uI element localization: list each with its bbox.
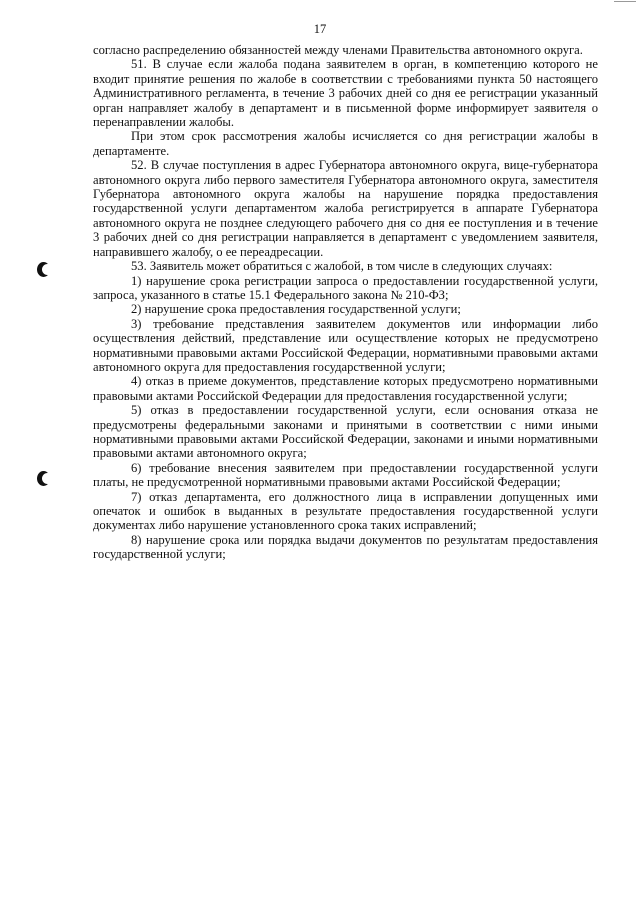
- document-body: [93, 43, 598, 562]
- paragraph: При этом срок рассмотрения жалобы исчисляется со дня регистрации жалобы в департаменте.: [93, 129, 598, 158]
- paragraph: 3) требование представления заявителем документов или информации либо осуществления действий, представление или осуществление которых не предусмотрено нормативными правовыми актами Российской Федерации, нормативными правовыми актами автономного округа для предоставления государственной услуги;: [93, 316, 598, 374]
- paragraph: 51. В случае если жалоба подана заявителем в орган, в компетенцию которого не входит принятие решения по жалобе в соответствии с требованиями пункта 50 настоящего Административного регламента, в течение 3 рабочих дней со дня ее регистрации указанный орган направляет жалобу в департамент и в письменной форме информирует заявителя о перенаправлении жалобы.: [93, 57, 598, 130]
- page-number: 17: [313, 22, 327, 36]
- punch-hole-mark: [37, 471, 50, 486]
- punch-hole-mark: [37, 262, 50, 277]
- paragraph: 5) отказ в предоставлении государственной услуги, если основания отказа не предусмотрены федеральными законами и принятыми в соответствии с ними иными нормативными правовыми актами Российской Федерации, законами и иными нормативными правовыми актами автономного округа;: [93, 403, 598, 461]
- paragraph: 4) отказ в приеме документов, представление которых предусмотрено нормативными правовыми актами Российской Федерации для предоставления государственной услуги;: [93, 374, 598, 403]
- paragraph: 6) требование внесения заявителем при предоставлении государственной услуги платы, не предусмотренной нормативными правовыми актами Российской Федерации;: [93, 460, 598, 490]
- corner-scan-mark: [614, 1, 636, 2]
- paragraph: 53. Заявитель может обратиться с жалобой, в том числе в следующих случаях:: [131, 259, 553, 274]
- paragraph: 1) нарушение срока регистрации запроса о предоставлении государственной услуги, запроса, указанного в статье 15.1 Федерального закона № 210-ФЗ;: [93, 273, 598, 302]
- paragraph: 8) нарушение срока или порядка выдачи документов по результатам предоставления государственной услуги;: [93, 532, 598, 562]
- paragraph: согласно распределению обязанностей между членами Правительства автономного округа.: [93, 43, 583, 57]
- paragraph: 7) отказ департамента, его должностного лица в исправлении допущенных ими опечаток и ошибок в выданных в результате предоставления государственной услуги документах либо нарушение установленного срока таких исправлений;: [93, 489, 598, 533]
- paragraph: 52. В случае поступления в адрес Губернатора автономного округа, вице-губернатора автономного округа либо первого заместителя Губернатора автономного округа, заместителя Губернатора автономного округа жалобы на нарушение порядка предоставления государственной услуги департаментом жалоба регистрируется в аппарате Губернатора автономного округа не позднее следующего рабочего дня со дня ее поступления и в течение 3 рабочих дней со дня регистрации направляется в департамент с уведомлением заявителя, направившего жалобу, о ее переадресации.: [93, 158, 598, 259]
- paragraph: 2) нарушение срока предоставления государственной услуги;: [131, 302, 461, 317]
